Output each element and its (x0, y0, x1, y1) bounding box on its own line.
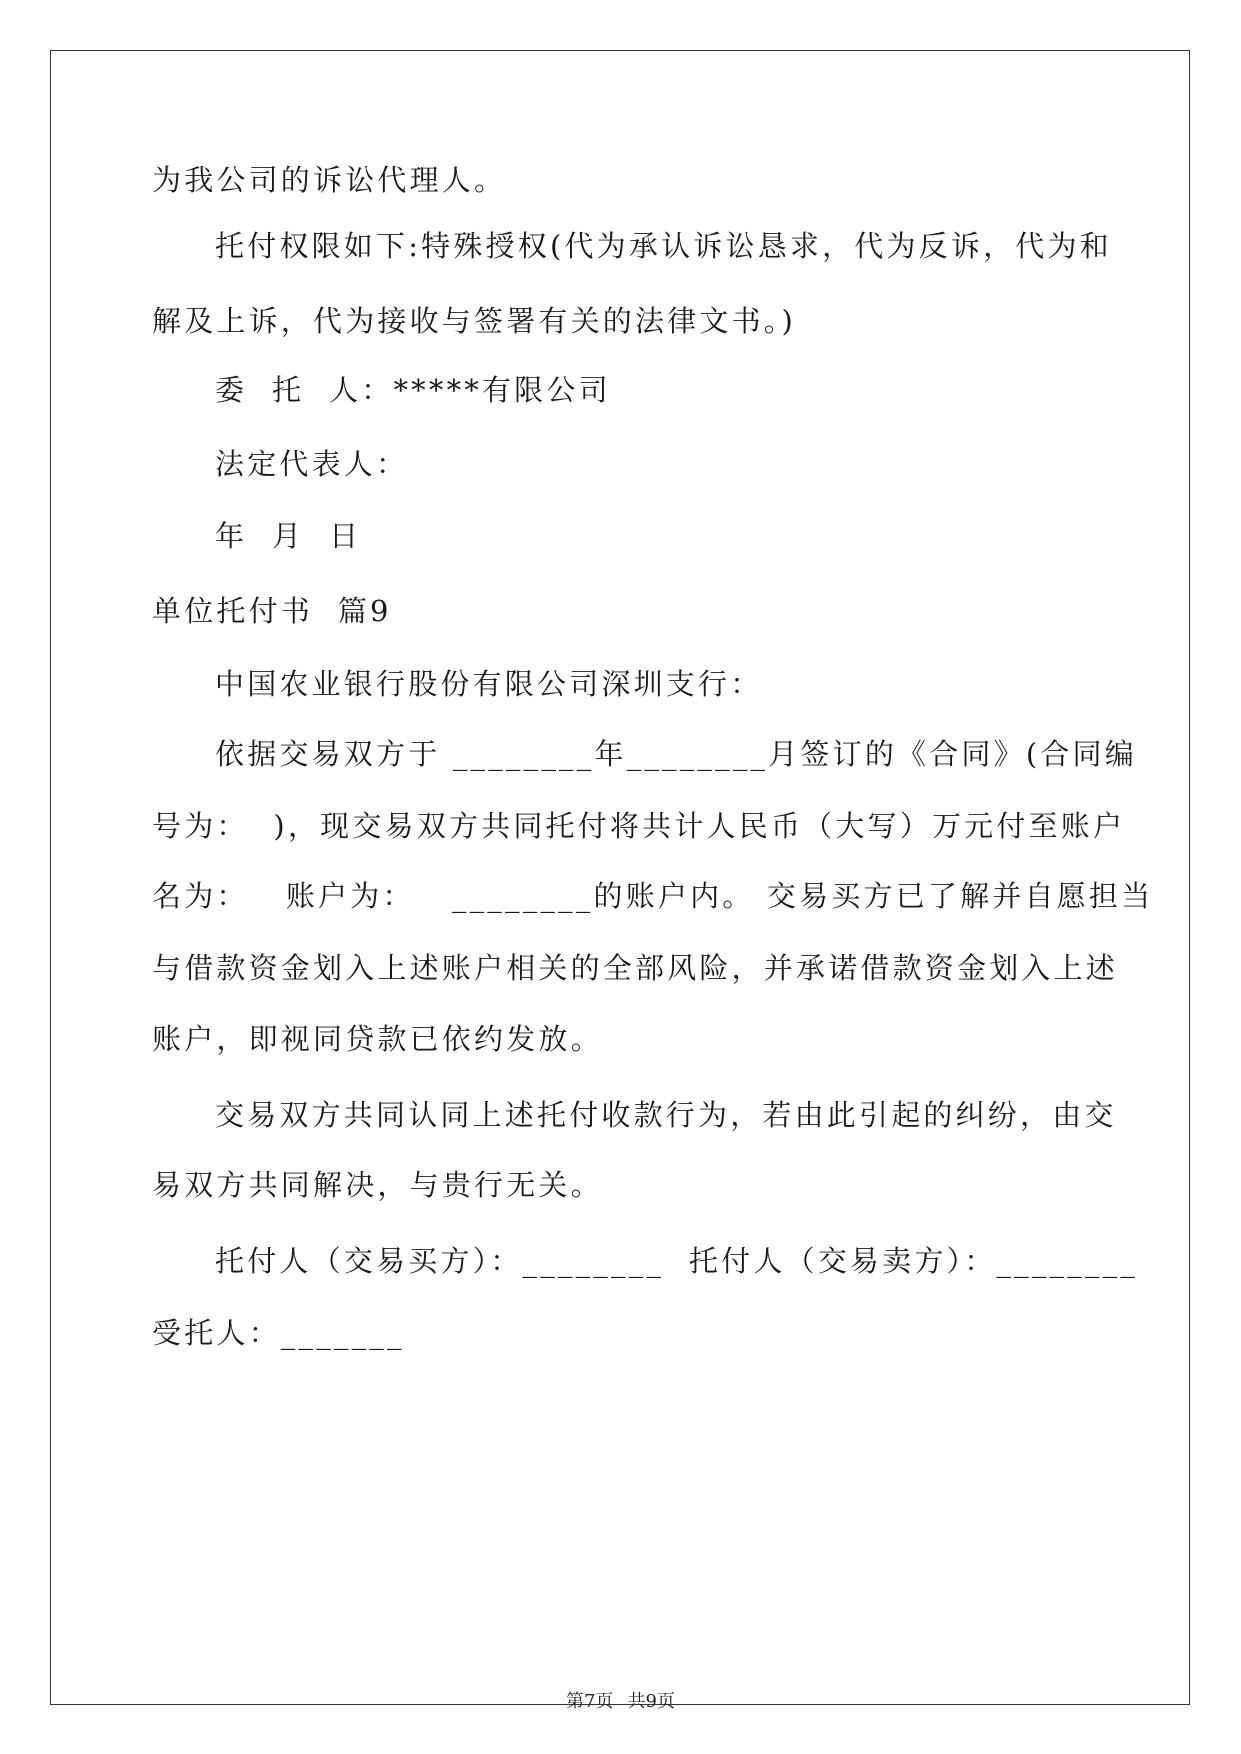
text-line: 与借款资金划入上述账户相关的全部风险，并承诺借款资金划入上述 (152, 951, 1119, 985)
text-line: 托付权限如下:特殊授权(代为承认诉讼恳求，代为反诉，代为和 (215, 229, 1112, 263)
text-line: 委 托 人：*****有限公司 (215, 373, 611, 407)
text-line: 受托人：_______ (152, 1316, 405, 1350)
text-line: 交易双方共同认同上述托付收款行为，若由此引起的纠纷，由交 (215, 1098, 1117, 1132)
text-line: 年 月 日 (215, 519, 362, 553)
text-line: 账户，即视同贷款已依约发放。 (152, 1022, 603, 1056)
text-line: 易双方共同解决，与贵行无关。 (152, 1168, 603, 1202)
page-footer (0, 1690, 1241, 1714)
page-total: 共9页 (627, 1691, 675, 1712)
text-line: 托付人（交易买方）：________ 托付人（交易卖方）：________ (215, 1244, 1139, 1278)
text-line: 法定代表人： (215, 447, 409, 481)
text-line: 为我公司的诉讼代理人。 (152, 163, 507, 197)
text-line: 解及上诉，代为接收与签署有关的法律文书。) (152, 304, 797, 338)
text-line: 名为： 账户为： ________的账户内。 交易买方已了解并自愿担当 (152, 879, 1154, 913)
text-line: 依据交易双方于 ________年________月签订的《合同》(合同编 (215, 737, 1137, 771)
page-number: 第7页 (566, 1691, 614, 1712)
text-line: 号为： )，现交易双方共同托付将共计人民币（大写）万元付至账户 (152, 809, 1126, 843)
section-heading: 单位托付书 篇9 (152, 594, 392, 628)
text-line: 中国农业银行股份有限公司深圳支行： (215, 667, 763, 701)
